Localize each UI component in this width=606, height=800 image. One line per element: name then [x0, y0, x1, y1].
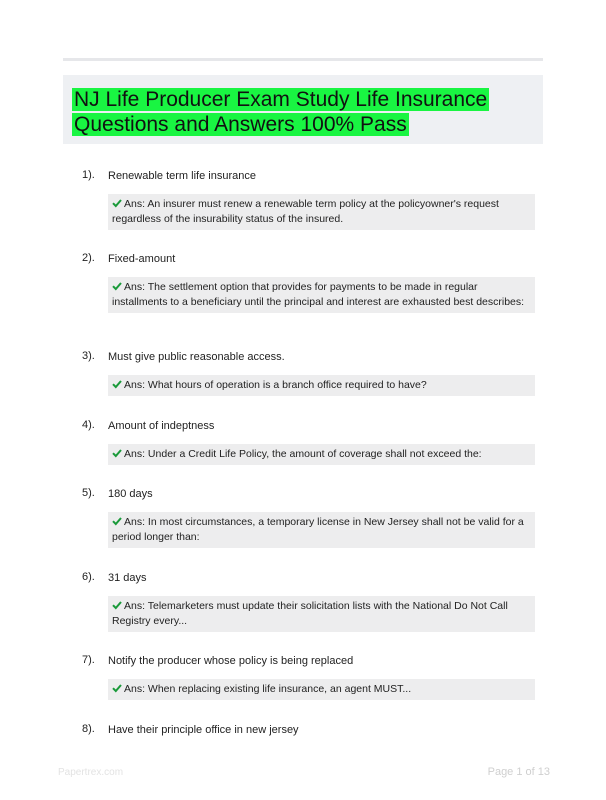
check-icon	[112, 198, 122, 208]
question-text: Notify the producer whose policy is being replaced	[108, 655, 354, 667]
check-icon	[112, 281, 122, 291]
question-text: Fixed-amount	[108, 253, 176, 265]
answer-text: Ans: What hours of operation is a branch office required to have?	[124, 379, 427, 391]
answer-text: Ans: Telemarketers must update their solicitation lists with the National Do Not Call Registry every...	[112, 600, 508, 627]
answer-box-1	[108, 194, 535, 230]
question-number: 2).	[82, 252, 95, 264]
document-title-text: NJ Life Producer Exam Study Life Insurance Questions and Answers 100% Pass	[74, 88, 488, 136]
question-number: 7).	[82, 654, 95, 666]
check-icon	[112, 516, 122, 526]
question-text: Have their principle office in new jersey	[108, 724, 299, 736]
answer-box-4	[108, 444, 535, 465]
question-number: 5).	[82, 487, 95, 499]
answer-box-7	[108, 679, 535, 700]
question-number: 6).	[82, 571, 95, 583]
answer-box-6	[108, 596, 535, 632]
question-number: 4).	[82, 419, 95, 431]
question-text: 31 days	[108, 572, 147, 584]
question-text: 180 days	[108, 488, 153, 500]
answer-text: Ans: The settlement option that provides for payments to be made in regular installments to a beneficiary until the principal and interest are exhausted best describes:	[112, 281, 525, 308]
question-text: Amount of indeptness	[108, 420, 215, 432]
answer-text: Ans: In most circumstances, a temporary license in New Jersey shall not be valid for a period longer than:	[112, 516, 524, 543]
answer-text: Ans: When replacing existing life insurance, an agent MUST...	[124, 683, 412, 695]
check-icon	[112, 448, 122, 458]
question-text: Must give public reasonable access.	[108, 351, 285, 363]
question-number: 1).	[82, 169, 95, 181]
answer-text: Ans: An insurer must renew a renewable term policy at the policyowner's request regardless of the insurability status of the insured.	[112, 198, 499, 225]
check-icon	[112, 379, 122, 389]
footer-site: Papertrex.com	[58, 767, 124, 778]
answer-box-2	[108, 277, 535, 313]
question-number: 8).	[82, 723, 95, 735]
answer-box-5	[108, 512, 535, 548]
check-icon	[112, 600, 122, 610]
answer-text: Ans: Under a Credit Life Policy, the amount of coverage shall not exceed the:	[124, 448, 482, 460]
answer-box-3	[108, 375, 535, 396]
question-number: 3).	[82, 350, 95, 362]
check-icon	[112, 683, 122, 693]
question-text: Renewable term life insurance	[108, 170, 256, 182]
page-indicator: Page 1 of 13	[487, 766, 550, 778]
